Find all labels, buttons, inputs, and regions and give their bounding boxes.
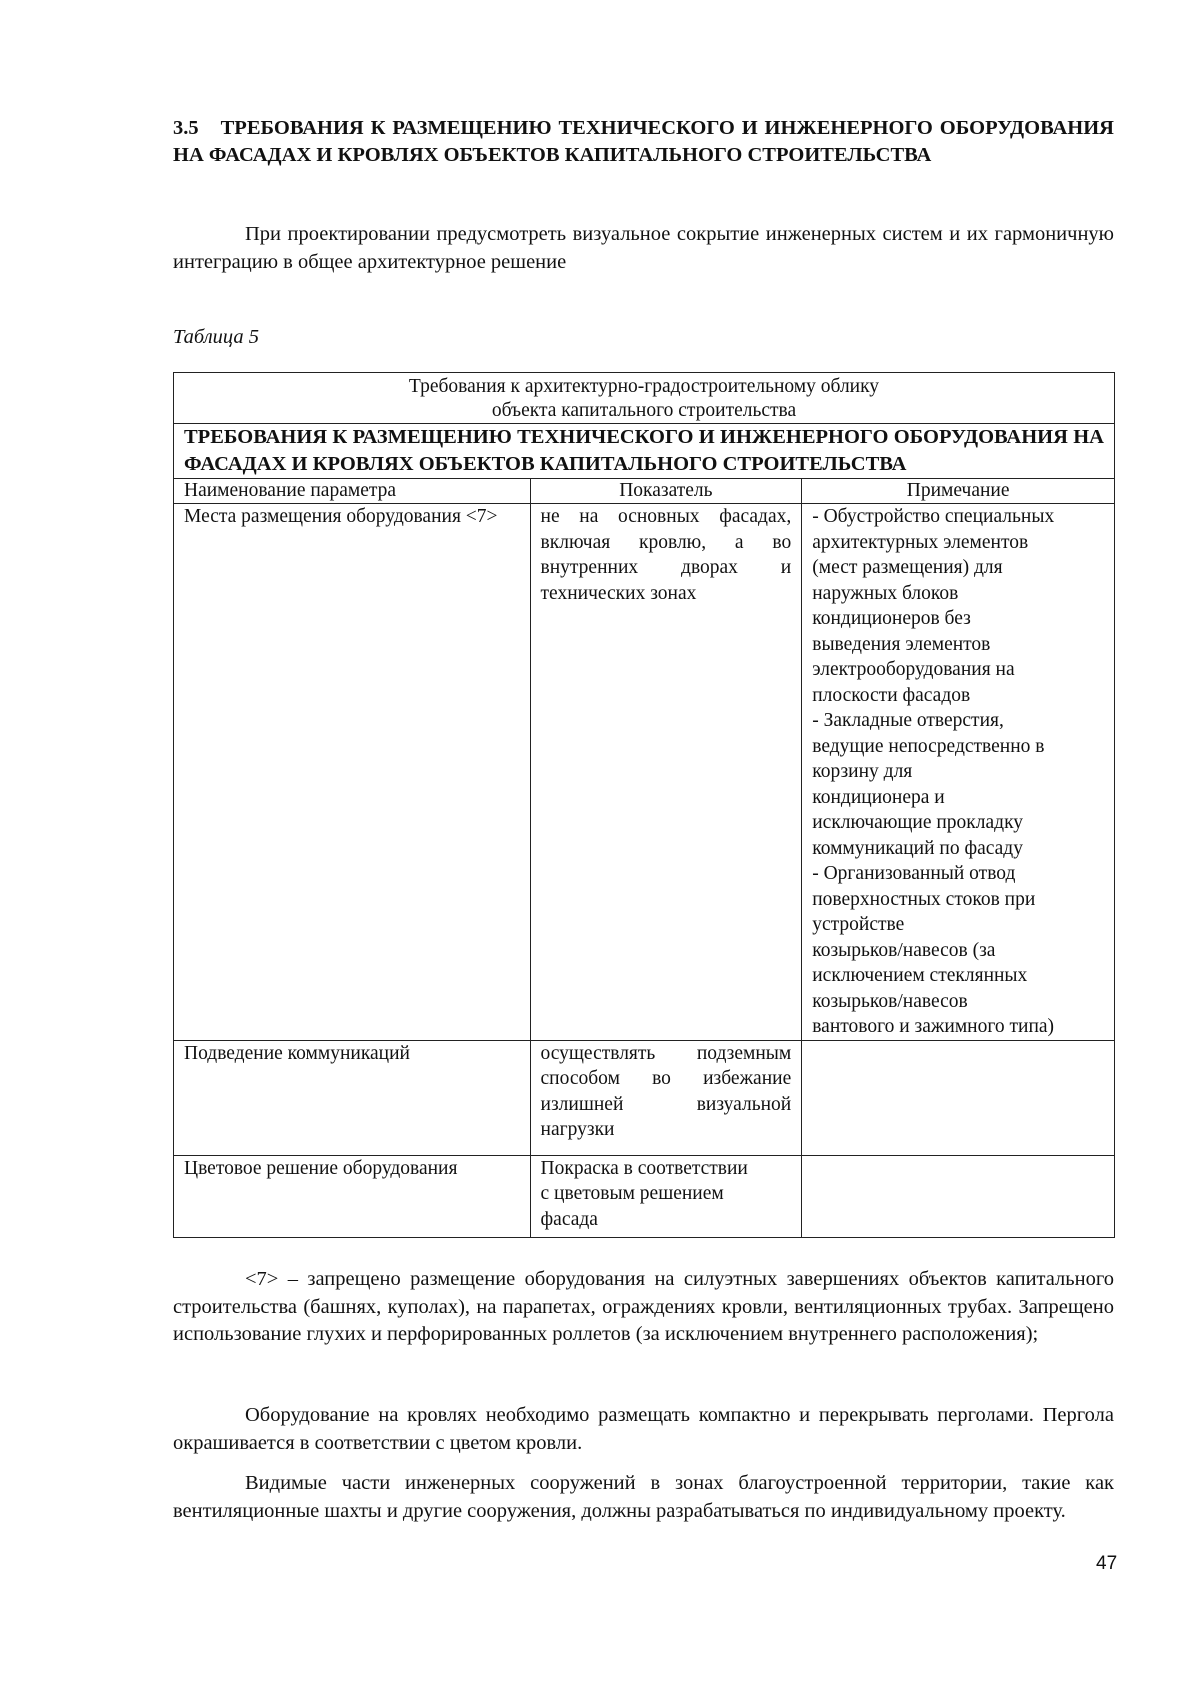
note-line: выведения элементов (812, 633, 991, 655)
note-line: устройстве (812, 914, 905, 935)
row-parameter: Подведение коммуникаций (174, 1040, 531, 1155)
section-heading (173, 115, 1114, 169)
column-header-value: Показатель (530, 479, 802, 504)
table-title-row (174, 373, 1115, 424)
section-number: 3.5 (173, 117, 199, 139)
row-value: не на основных фасадах, включая кровлю, а во внутренних дворах и технических зонах (530, 504, 802, 1041)
table-title-line1: Требования к архитектурно-градостроительному облику (408, 376, 880, 397)
column-header-note: Примечание (802, 479, 1115, 504)
table-row (174, 504, 1115, 1041)
row-value (530, 1155, 802, 1237)
value-line: с цветовым решением (540, 1183, 724, 1204)
intro-paragraph: При проектировании предусмотреть визуальное сокрытие инженерных систем и их гармоничную интеграцию в общее архитектурное решение (173, 223, 1114, 273)
table-subtitle-row (174, 424, 1115, 479)
note-line: козырьков/навесов (812, 990, 968, 1012)
note-line: вантового и зажимного типа) (812, 1016, 1055, 1037)
table-row (174, 1040, 1115, 1155)
table-header-row (174, 479, 1115, 504)
row-value: осуществлять подземным способом во избежание излишней визуальной нагрузки (530, 1040, 802, 1155)
note-line: - Обустройство специальных (812, 506, 1055, 527)
section-title: ТРЕБОВАНИЯ К РАЗМЕЩЕНИЮ ТЕХНИЧЕСКОГО И ИНЖЕНЕРНОГО ОБОРУДОВАНИЯ НА ФАСАДАХ И КРОВЛЯХ ОБЪЕКТОВ КАПИТАЛЬНОГО СТРОИТЕЛЬСТВА (173, 117, 1114, 166)
value-line: Покраска в соответствии (540, 1157, 748, 1179)
note-line: ведущие непосредственно в (812, 735, 1045, 757)
table-caption: Таблица 5 (173, 326, 260, 348)
note-line: корзину для (812, 761, 913, 782)
value-line: фасада (540, 1208, 598, 1230)
visible-parts-paragraph: Видимые части инженерных сооружений в зонах благоустроенной территории, такие как вентиляционные шахты и другие сооружения, должны разрабатываться по индивидуальному проекту. (173, 1472, 1114, 1522)
table-title (174, 373, 1115, 424)
roof-paragraph: Оборудование на кровлях необходимо размещать компактно и перекрывать перголами. Пергола окрашивается в соответствии с цветом кровли. (173, 1404, 1114, 1454)
row-parameter: Места размещения оборудования <7> (174, 504, 531, 1041)
row-note (802, 504, 1115, 1041)
row-note-empty (802, 1155, 1115, 1237)
row-parameter: Цветовое решение оборудования (174, 1155, 531, 1237)
row-note-empty (802, 1040, 1115, 1155)
requirements-table (173, 372, 1115, 1238)
note-line: козырьков/навесов (за (812, 939, 996, 961)
table-row (174, 1155, 1115, 1237)
note-line: поверхностных стоков при (812, 888, 1036, 910)
note-line: исключением стеклянных (812, 965, 1028, 986)
note-line: - Закладные отверстия, (812, 710, 1004, 731)
note-line: кондиционеров без (812, 608, 971, 629)
note-line: - Организованный отвод (812, 863, 1016, 884)
note-line: коммуникаций по фасаду (812, 837, 1023, 859)
column-header-parameter: Наименование параметра (174, 479, 531, 504)
table-subtitle: ТРЕБОВАНИЯ К РАЗМЕЩЕНИЮ ТЕХНИЧЕСКОГО И ИНЖЕНЕРНОГО ОБОРУДОВАНИЯ НА ФАСАДАХ И КРОВЛЯХ ОБЪЕКТОВ КАПИТАЛЬНОГО СТРОИТЕЛЬСТВА (174, 424, 1115, 479)
table-title-line2: объекта капитального строительства (491, 400, 797, 421)
note-line: электрооборудования на (812, 659, 1015, 680)
note-line: архитектурных элементов (812, 531, 1029, 553)
note-line: (мест размещения) для (812, 557, 1003, 578)
note-line: кондиционера и (812, 786, 945, 808)
note-line: исключающие прокладку (812, 812, 1024, 833)
page-number: 47 (1096, 1553, 1118, 1574)
note-line: наружных блоков (812, 582, 959, 604)
note-line: плоскости фасадов (812, 684, 971, 706)
footnote-paragraph: <7> – запрещено размещение оборудования на силуэтных завершениях объектов капитального строительства (башнях, куполах), на парапетах, ограждениях кровли, вентиляционных трубах. Запрещено использование глухих и перфорированных роллетов (за исключением внутреннего расположения); (173, 1268, 1114, 1345)
